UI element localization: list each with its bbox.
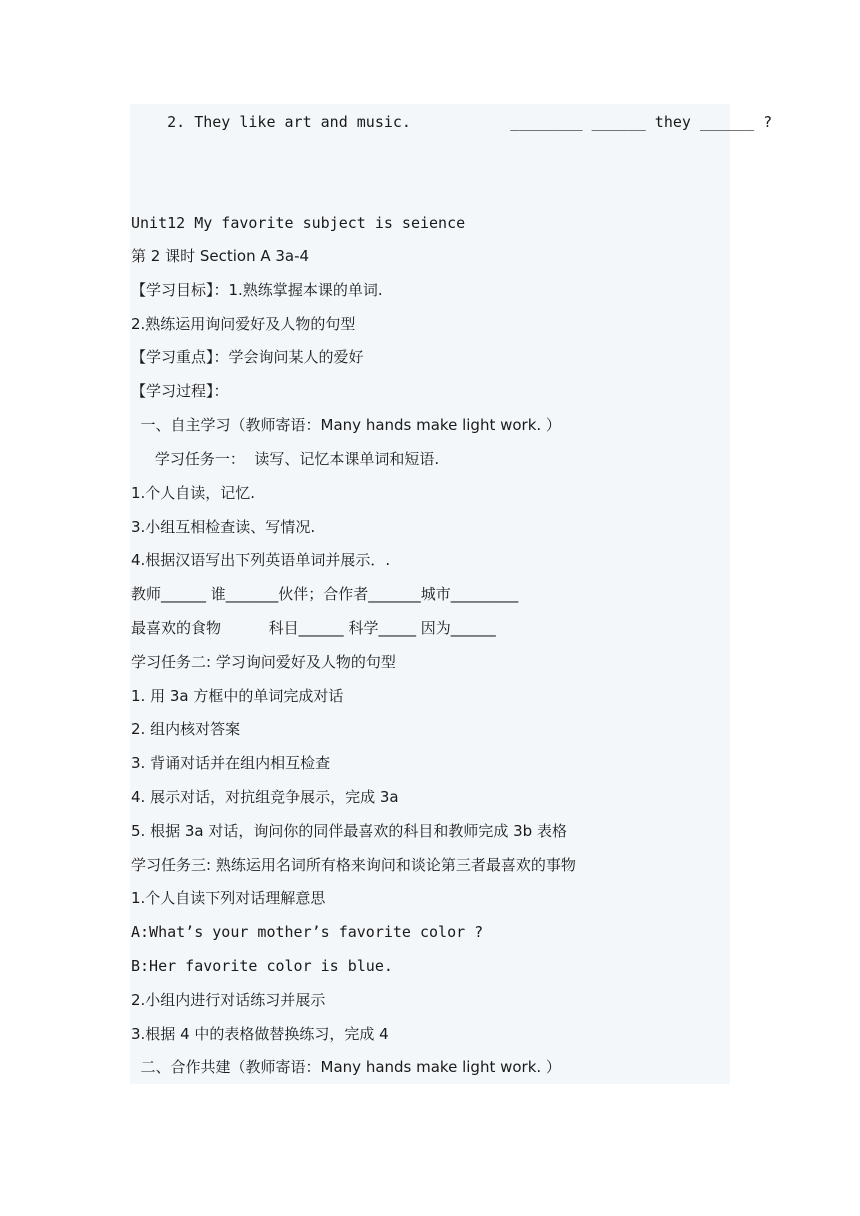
- learning-focus: 【学习重点】：学会询问某人的爱好: [131, 348, 364, 366]
- task-three-item-2: 2.小组内进行对话练习并展示: [131, 991, 326, 1009]
- task-three: 学习任务三: 熟练运用名词所有格来询问和谈论第三者最喜欢的事物: [131, 856, 576, 874]
- vocab-blanks-2: 最喜欢的食物 科目______ 科学_____ 因为______: [131, 619, 496, 637]
- unit-title: Unit12 My favorite subject is seience: [131, 214, 466, 232]
- exercise-line-2: 2. They like art and music. ________ ______ they ______ ?: [131, 113, 773, 131]
- task-two-item-2: 2. 组内核对答案: [131, 720, 241, 738]
- task-one-item-1: 1.个人自读，记忆.: [131, 484, 256, 502]
- learning-goal: 【学习目标】：1.熟练掌握本课的单词.: [131, 281, 383, 299]
- task-three-item-1: 1.个人自读下列对话理解意思: [131, 889, 326, 907]
- dialogue-line-b: B:Her favorite color is blue.: [131, 957, 393, 975]
- learning-goal-2: 2.熟练运用询问爱好及人物的句型: [131, 315, 356, 333]
- section-self-study: 一、自主学习（教师寄语：Many hands make light work. ）: [131, 416, 561, 434]
- dialogue-line-a: A:What’s your mother’s favorite color ?: [131, 923, 484, 941]
- learning-process: 【学习过程】：: [131, 382, 229, 400]
- lesson-heading: 第 2 课时 Section A 3a-4: [131, 247, 310, 265]
- task-one: 学习任务一： 读写、记忆本课单词和短语.: [131, 450, 440, 468]
- section-cooperation: 二、合作共建（教师寄语：Many hands make light work. ）: [131, 1058, 561, 1076]
- task-two-item-4: 4. 展示对话，对抗组竞争展示，完成 3a: [131, 788, 399, 806]
- task-two: 学习任务二: 学习询问爱好及人物的句型: [131, 653, 396, 671]
- task-two-item-1: 1. 用 3a 方框中的单词完成对话: [131, 687, 344, 705]
- task-one-item-3: 3.小组互相检查读、写情况.: [131, 518, 316, 536]
- task-three-item-3: 3.根据 4 中的表格做替换练习，完成 4: [131, 1025, 389, 1043]
- task-two-item-5: 5. 根据 3a 对话，询问你的同伴最喜欢的科目和教师完成 3b 表格: [131, 822, 567, 840]
- task-one-item-4: 4.根据汉语写出下列英语单词并展示．.: [131, 551, 391, 569]
- vocab-blanks-1: 教师______ 谁_______伙伴；合作者_______城市_________: [131, 585, 519, 603]
- task-two-item-3: 3. 背诵对话并在组内相互检查: [131, 754, 331, 772]
